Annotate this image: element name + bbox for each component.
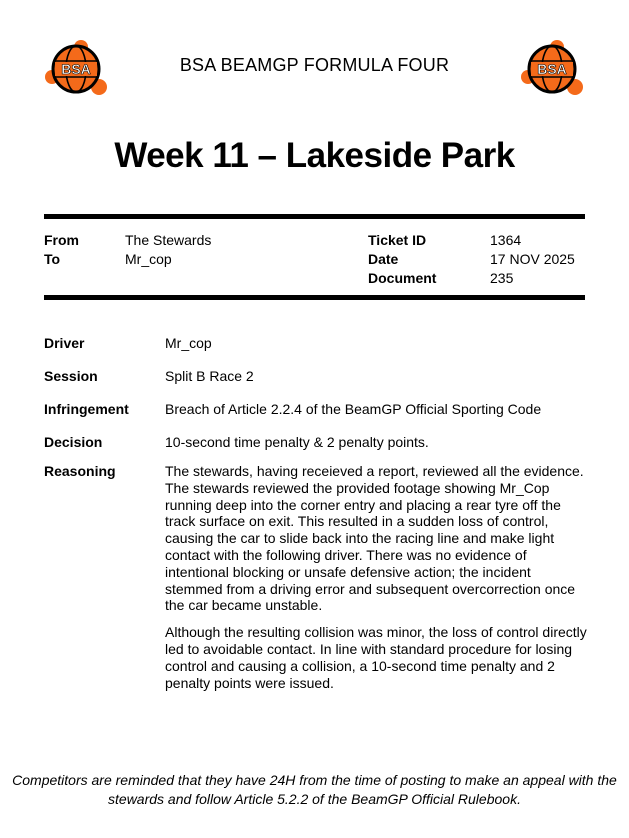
decision-value: 10-second time penalty & 2 penalty points.	[165, 434, 429, 450]
decision-label: Decision	[44, 434, 103, 450]
date-label: Date	[368, 251, 399, 267]
from-label: From	[44, 232, 79, 248]
reasoning-label: Reasoning	[44, 463, 116, 479]
infringement-value: Breach of Article 2.2.4 of the BeamGP Official Sporting Code	[165, 401, 542, 417]
date-value: 17 NOV 2025	[490, 251, 575, 267]
appeal-notice: Competitors are reminded that they have 24H from the time of posting to make an appeal with the stewards and follow Article 5.2.2 of the BeamGP Official Rulebook.	[12, 772, 617, 807]
ticket-label: Ticket ID	[368, 232, 427, 248]
session-label: Session	[44, 368, 98, 384]
ticket-value: 1364	[490, 232, 522, 248]
driver-value: Mr_cop	[165, 335, 212, 351]
org-title: BSA BEAMGP FORMULA FOUR	[179, 55, 450, 75]
logo-text-right: BSA	[537, 61, 567, 77]
decision-details	[44, 334, 587, 701]
session-value: Split B Race 2	[165, 368, 254, 384]
meta-ticket	[368, 231, 575, 288]
driver-label: Driver	[44, 335, 85, 351]
divider-top	[44, 214, 585, 219]
bsa-logo-right	[519, 37, 585, 99]
logo-text-left: BSA	[61, 61, 91, 77]
to-value: Mr_cop	[125, 251, 172, 267]
divider-bottom	[44, 295, 585, 300]
from-value: The Stewards	[125, 232, 212, 248]
document-label: Document	[368, 270, 437, 286]
to-label: To	[44, 251, 61, 267]
meta-from-to	[44, 231, 211, 269]
page-title: Week 11 – Lakeside Park	[114, 136, 515, 175]
reasoning-paragraph-1: The stewards, having receieved a report, reviewed all the evidence. The stewards reviewed the provided footage showing Mr_Cop running deep into the corner entry and placing a rear tyre off the track surface on exit. This resulted in a sudden loss of control, causing the car to slide back into the racing line and make light contact with the following driver. There was no evidence of intentional blocking or unsafe defensive action; the incident stemmed from a driving error and subsequent overcorrection once the car became unstable.	[165, 463, 584, 614]
reasoning-paragraph-2: Although the resulting collision was minor, the loss of control directly led to avoidable contact. In line with standard procedure for losing control and causing a collision, a 10-second time penalty and 2 penalty points were issued.	[165, 624, 587, 691]
reasoning-text	[165, 463, 587, 701]
document-value: 235	[490, 270, 514, 286]
infringement-label: Infringement	[44, 401, 129, 417]
